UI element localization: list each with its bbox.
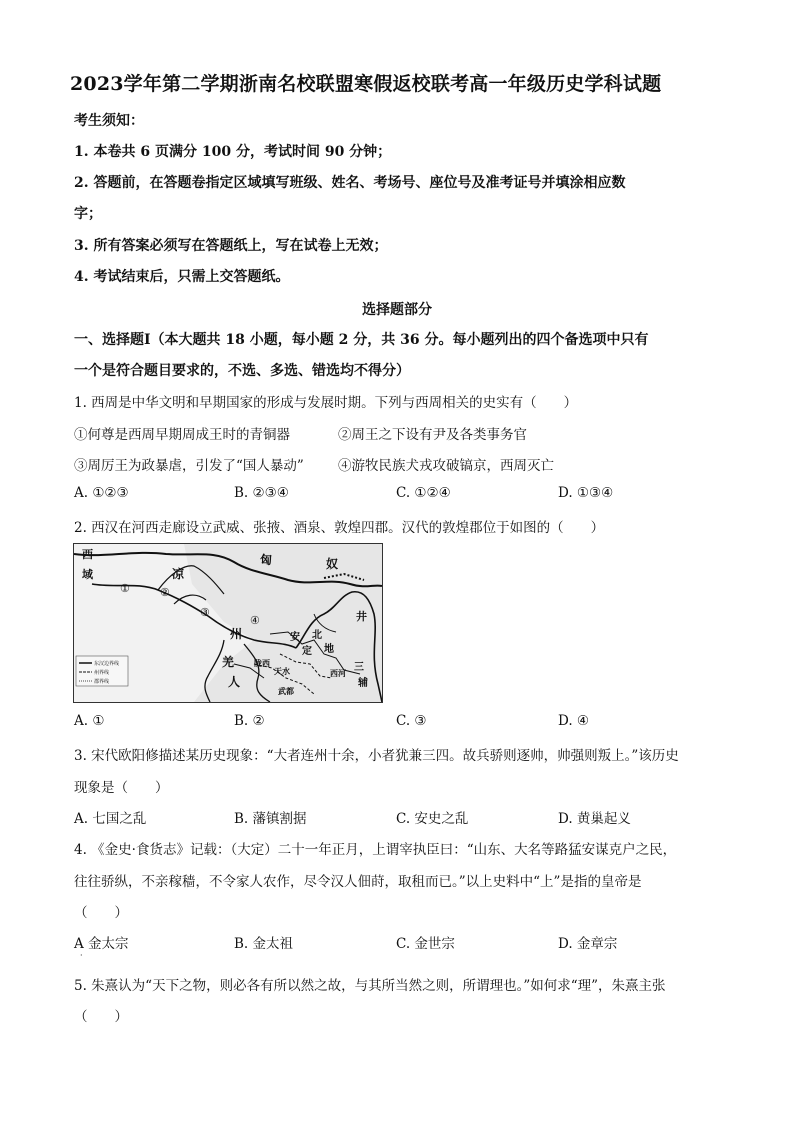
q1-option-b[interactable]: B. ②③④	[234, 485, 289, 501]
legend-border-label: 东汉边界线	[94, 661, 120, 667]
map-label-yu: 域	[82, 568, 93, 581]
map-label-ren: 人	[228, 675, 241, 689]
q3-stem-line-2: 现象是（ ）	[74, 780, 169, 796]
q3-stem-line-1: 3. 宋代欧阳修描述某历史现象：“大者连州十余，小者犹兼三四。故兵骄则逐帅，帅强则叛上。”该历史	[74, 748, 679, 764]
part-heading-line-2: 一个是符合题目要求的，不选、多选、错选均不得分）	[74, 363, 410, 379]
map-label-tianshui: 天水	[274, 666, 290, 676]
map-marker-3: ③	[200, 606, 210, 619]
map-label-liang: 凉	[172, 567, 185, 581]
notice-item-2-cont: 字；	[74, 206, 102, 222]
q4-stem-line-1: 4. 《金史·食货志》记载：（大定）二十一年正月，上谓宰执臣曰：“山东、大名等路猛安谋克户之民，	[74, 842, 677, 858]
map-label-fu: 辅	[358, 678, 368, 689]
part-heading-line-1: 一、选择题Ⅰ（本大题共 18 小题，每小题 2 分，共 36 分。每小题列出的四个备选项中只有	[74, 332, 649, 348]
q1-option-c[interactable]: C. ①②④	[396, 485, 451, 501]
map-marker-1: ①	[120, 582, 130, 595]
q3-option-b[interactable]: B. 藩镇割据	[234, 811, 307, 827]
map-label-san: 三	[354, 662, 364, 673]
map-label-wudu: 武都	[278, 686, 294, 696]
q4-option-d[interactable]: D. 金章宗	[558, 936, 618, 952]
q1-option-d[interactable]: D. ①③④	[558, 485, 614, 501]
map-label-bei: 北	[312, 630, 322, 641]
map-marker-2: ②	[160, 586, 170, 599]
hexi-corridor-map	[73, 543, 383, 703]
stray-mark: ·	[80, 951, 83, 960]
q2-stem: 2. 西汉在河西走廊设立武威、张掖、酒泉、敦煌四郡。汉代的敦煌郡位于如图的（ ）	[74, 520, 605, 536]
q4-option-c[interactable]: C. 金世宗	[396, 936, 455, 952]
q4-stem-line-3: （ ）	[74, 905, 128, 921]
map-marker-4: ④	[250, 614, 260, 627]
q5-stem-line-1: 5. 朱熹认为“天下之物，则必各有所以然之故，与其所当然之则，所谓理也。”如何求“理”，朱熹主张	[74, 978, 666, 994]
q1-statement-1: ①何尊是西周早期周成王时的青铜器	[74, 427, 290, 443]
q4-option-a[interactable]: A 金太宗	[74, 936, 129, 952]
map-label-nu: 奴	[326, 557, 339, 571]
section-title: 选择题部分	[362, 302, 432, 318]
map-label-xi: 西	[82, 548, 93, 561]
notice-item-3: 3. 所有答案必须写在答题纸上，写在试卷上无效；	[74, 238, 388, 254]
legend-commandery-label: 郡界线	[94, 679, 110, 685]
map-label-zhou: 州	[230, 627, 243, 641]
map-label-xihe: 西河	[330, 668, 346, 678]
q4-option-b[interactable]: B. 金太祖	[234, 936, 294, 952]
q3-option-c[interactable]: C. 安史之乱	[396, 811, 469, 827]
map-label-an: 安	[290, 632, 300, 643]
q2-option-b[interactable]: B. ②	[234, 713, 265, 729]
notice-item-4: 4. 考试结束后，只需上交答题纸。	[74, 269, 290, 285]
legend-state-label: 州界线	[94, 670, 110, 676]
q5-stem-line-2: （ ）	[74, 1009, 128, 1025]
q3-option-d[interactable]: D. 黄巢起义	[558, 811, 631, 827]
q4-stem-line-2: 往往骄纵，不亲稼穑，不令家人农作，尽令汉人佃莳，取租而已。”以上史料中“上”是指的皇帝是	[74, 874, 642, 890]
q2-option-d[interactable]: D. ④	[558, 713, 590, 729]
map-label-di: 地	[324, 644, 334, 655]
map-label-qiang: 羌	[222, 655, 235, 669]
q1-option-a[interactable]: A. ①②③	[74, 485, 129, 501]
q1-stem: 1. 西周是中华文明和早期国家的形成与发展时期。下列与西周相关的史实有（ ）	[74, 395, 578, 411]
map-label-xiong: 匈	[260, 553, 273, 567]
exam-title: 2023学年第二学期浙南名校联盟寒假返校联考高一年级历史学科试题	[70, 73, 662, 95]
map-label-ding: 定	[302, 646, 312, 657]
map-label-bing: 井	[356, 610, 367, 623]
q2-option-c[interactable]: C. ③	[396, 713, 427, 729]
notice-item-1: 1. 本卷共 6 页满分 100 分，考试时间 90 分钟；	[74, 144, 392, 160]
q1-statement-3: ③周厉王为政暴虐，引发了“国人暴动”	[74, 458, 304, 474]
q2-option-a[interactable]: A. ①	[74, 713, 105, 729]
map-label-longxi: 陇西	[254, 658, 270, 668]
q1-statement-4: ④游牧民族犬戎攻破镐京，西周灭亡	[338, 458, 554, 474]
q3-option-a[interactable]: A. 七国之乱	[74, 811, 147, 827]
q1-statement-2: ②周王之下设有尹及各类事务官	[338, 427, 527, 443]
notice-item-2: 2. 答题前，在答题卷指定区域填写班级、姓名、考场号、座位号及准考证号并填涂相应数	[74, 175, 626, 191]
notice-heading: 考生须知：	[74, 113, 144, 129]
